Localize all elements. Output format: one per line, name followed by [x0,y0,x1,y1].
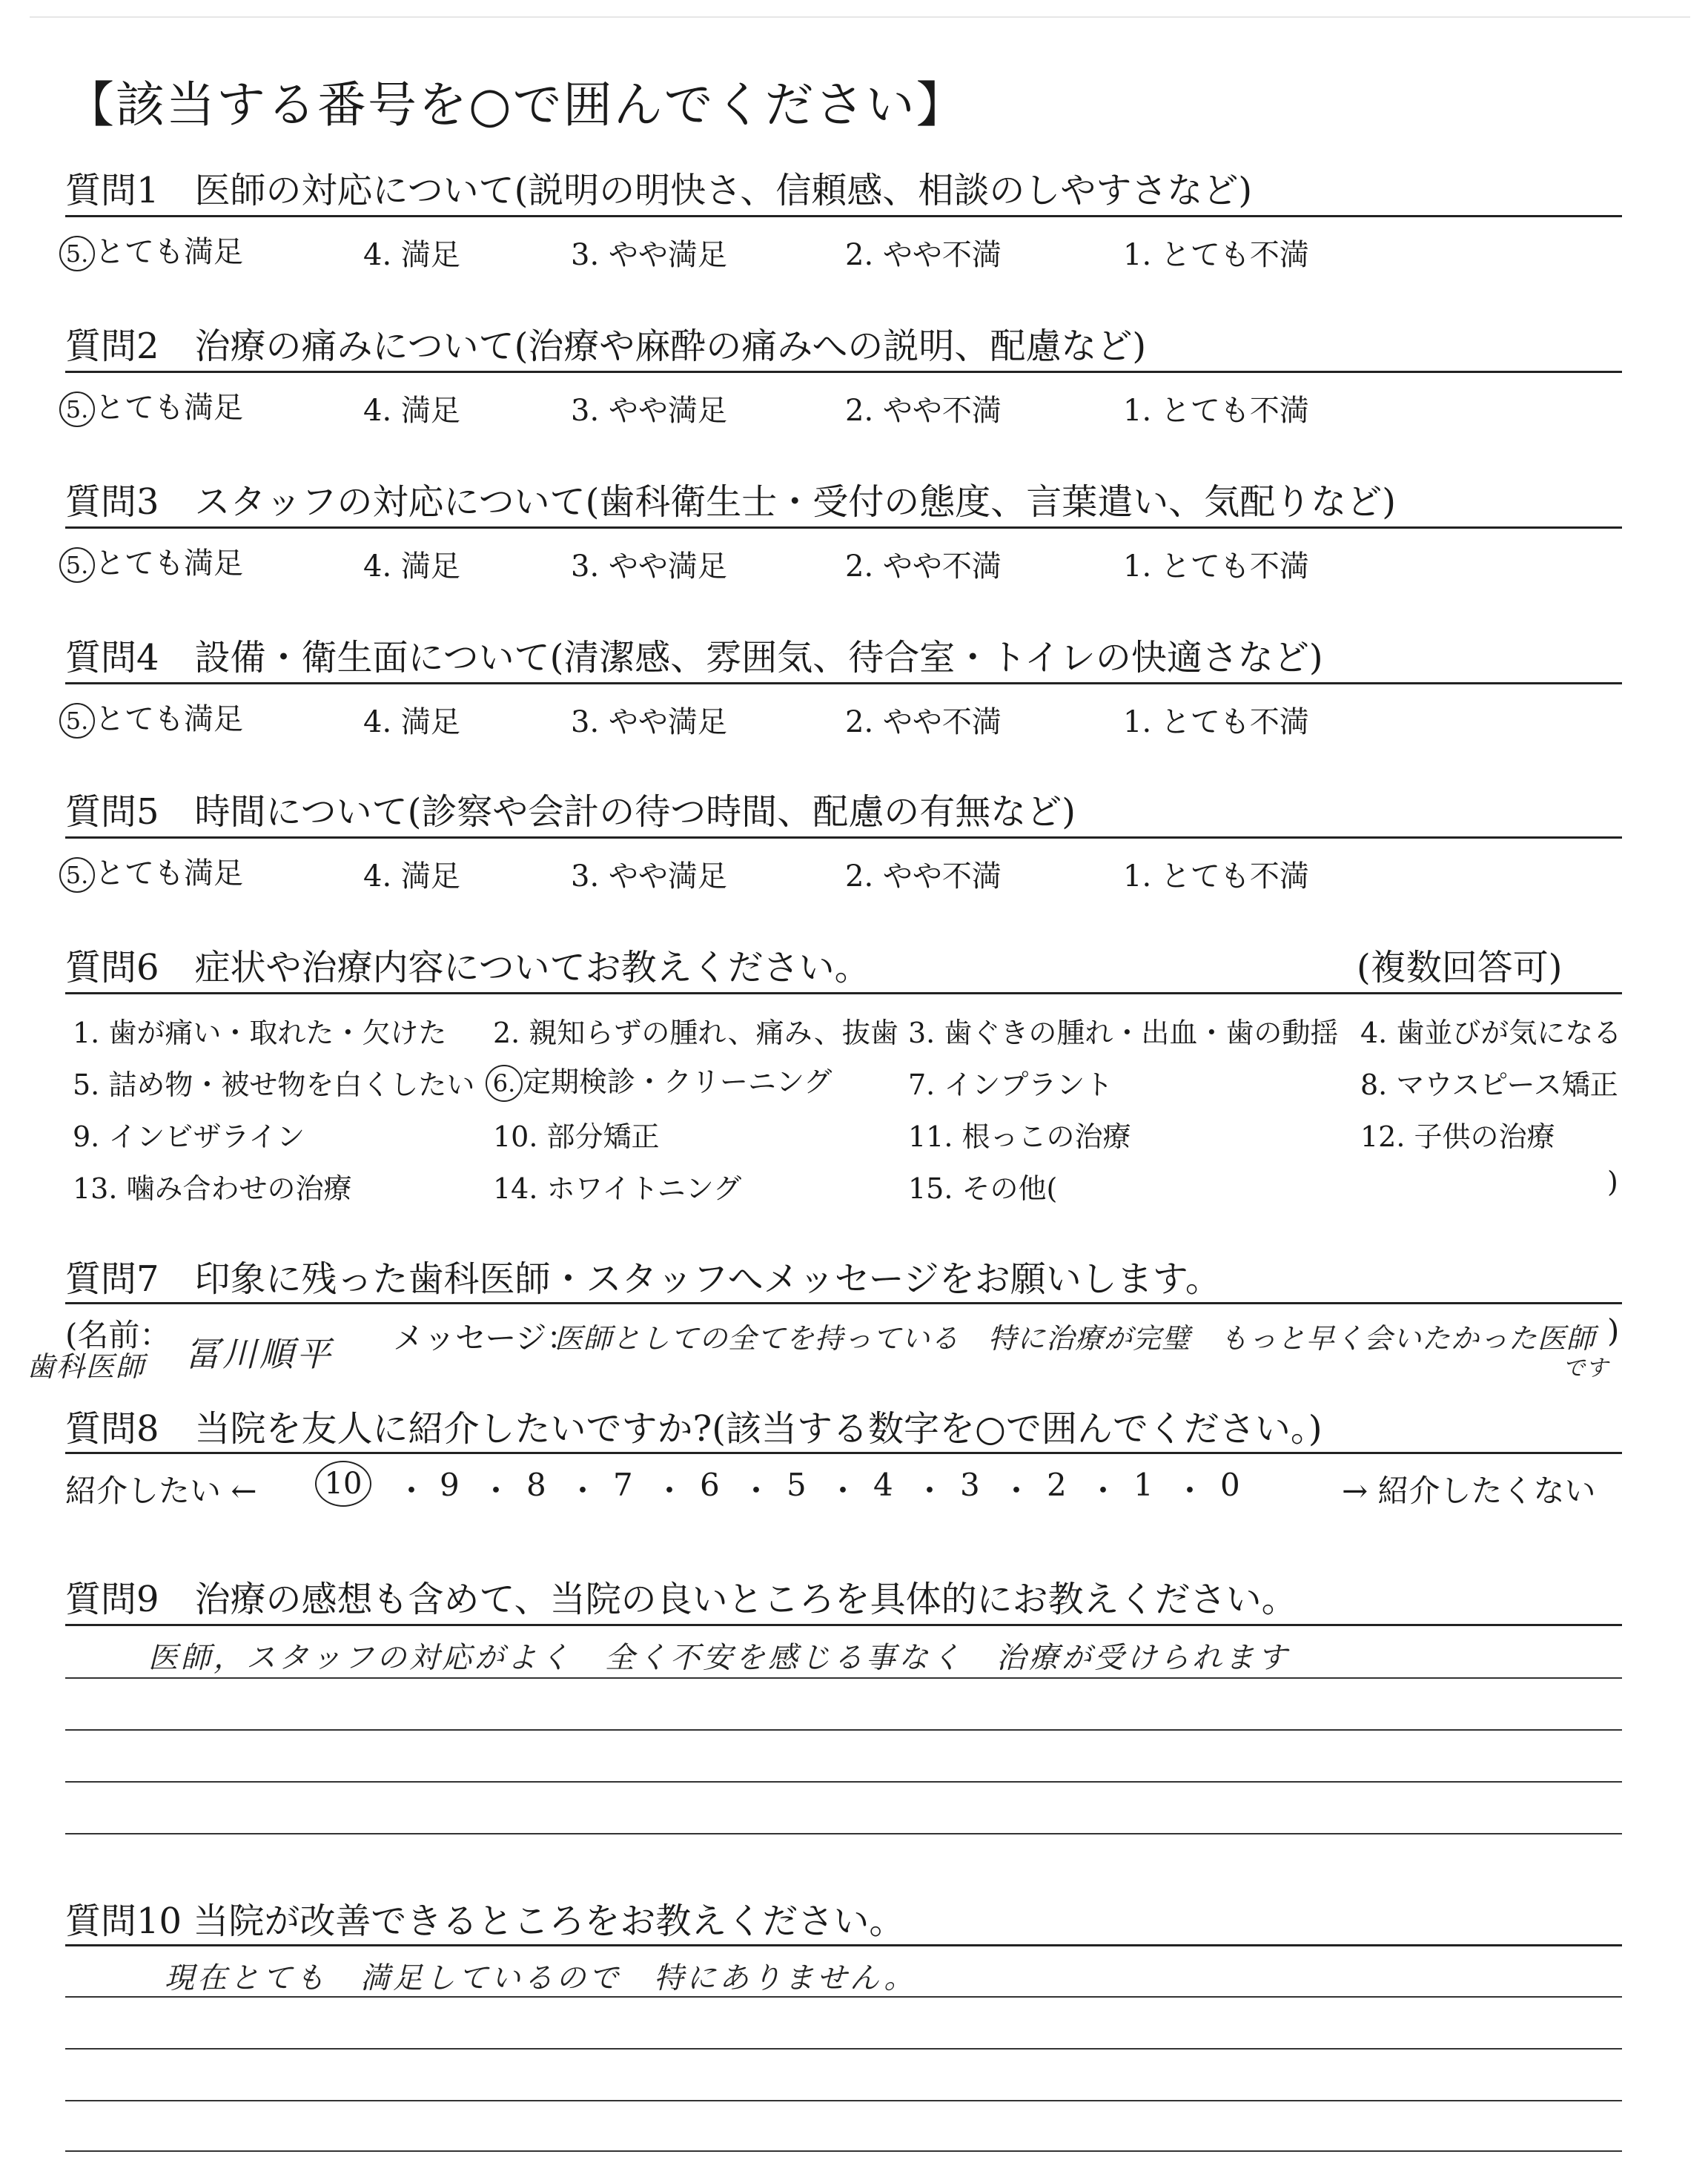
question-7: 質問7 印象に残った歯科医師・スタッフへメッセージをお願いします。 [65,1258,1221,1300]
question-6: 質問6 症状や治療内容についてお教えください。 [65,947,870,988]
answer-circle: 5. [59,547,95,583]
answer-circle: 5. [59,392,95,427]
q8-dot: ・ [827,1473,859,1509]
question-10-rule [65,1944,1622,1946]
q8-score-7[interactable]: 7 [613,1467,633,1503]
question-8-rule [65,1452,1622,1454]
q1-option-1[interactable]: 1. とても不満 [1123,238,1309,272]
question-1: 質問1 医師の対応について(説明の明快さ、信頼感、相談のしやすさなど) [65,170,1253,211]
q8-dot: ・ [1088,1473,1119,1509]
q4-option-3[interactable]: 3. やや満足 [571,705,727,739]
answer-line [65,2100,1622,2101]
q5-option-1[interactable]: 1. とても不満 [1123,859,1309,894]
q5-option-5[interactable]: 5. とても満足 [59,850,243,893]
q2-option-3[interactable]: 3. やや満足 [571,394,727,428]
q8-dot: ・ [1174,1473,1206,1509]
q4-option-4[interactable]: 4. 満足 [363,705,460,739]
q5-option-3[interactable]: 3. やや満足 [571,859,727,894]
q1-option-4[interactable]: 4. 満足 [363,238,460,272]
q3-option-3[interactable]: 3. やや満足 [571,549,727,584]
question-3-rule [65,526,1622,529]
q8-dot: ・ [741,1473,772,1509]
q6-option-11[interactable]: 11. 根っこの治療 [908,1120,1131,1153]
answer-circle: 5. [59,703,95,739]
q6-option-12[interactable]: 12. 子供の治療 [1360,1120,1555,1153]
answer-circle: 5. [59,857,95,893]
q3-option-4[interactable]: 4. 満足 [363,549,460,584]
q8-score-3[interactable]: 3 [960,1467,980,1503]
q3-option-5[interactable]: 5. とても満足 [59,540,243,583]
answer-line [65,1781,1622,1783]
q6-option-10[interactable]: 10. 部分矯正 [493,1120,660,1153]
question-9: 質問9 治療の感想も含めて、当院の良いところを具体的にお教えください。 [65,1579,1297,1620]
q6-option-15-close: ) [1607,1166,1618,1198]
answer-line [65,1996,1622,1998]
question-5-rule [65,836,1622,839]
q5-option-2[interactable]: 2. やや不満 [845,859,1002,894]
q2-option-4[interactable]: 4. 満足 [363,394,460,428]
q8-dot: ・ [914,1473,946,1509]
q6-option-4[interactable]: 4. 歯並びが気になる [1360,1017,1622,1049]
q8-dot: ・ [1001,1473,1033,1509]
question-10: 質問10 当院が改善できるところをお教えください。 [65,1900,905,1942]
q3-option-2[interactable]: 2. やや不満 [845,549,1002,584]
q8-score-0[interactable]: 0 [1220,1467,1240,1503]
q2-option-2[interactable]: 2. やや不満 [845,394,1002,428]
q8-dot: ・ [396,1473,428,1509]
q1-option-3[interactable]: 3. やや満足 [571,238,727,272]
q8-score-2[interactable]: 2 [1047,1467,1067,1503]
question-8: 質問8 当院を友人に紹介したいですか?(該当する数字を○で囲んでください。) [65,1408,1323,1450]
question-2-rule [65,371,1622,373]
question-4-rule [65,682,1622,684]
q4-option-1[interactable]: 1. とても不満 [1123,705,1309,739]
answer-line [65,1677,1622,1679]
q2-option-5[interactable]: 5. とても満足 [59,384,243,427]
q1-option-2[interactable]: 2. やや不満 [845,238,1002,272]
answer-line [65,1729,1622,1731]
question-7-rule [65,1302,1622,1304]
instruction-header: 【該当する番号を○で囲んでください】 [65,76,967,133]
q8-score-9[interactable]: 9 [440,1467,460,1503]
question-6-rule [65,992,1622,994]
q8-score-10[interactable] [315,1461,371,1507]
top-edge-line [30,16,1690,18]
q7-hand-name[interactable]: 冨川順平 [185,1334,334,1374]
q8-score-1[interactable]: 1 [1133,1467,1153,1503]
q7-hand-title: 歯科医師 [27,1350,146,1383]
q6-option-14[interactable]: 14. ホワイトニング [493,1172,742,1205]
q8-dot: ・ [654,1473,686,1509]
q7-name-label: (名前： [65,1317,171,1353]
q8-left-label: 紹介したい ← [65,1473,257,1509]
q8-dot: ・ [480,1473,512,1509]
q2-option-1[interactable]: 1. とても不満 [1123,394,1309,428]
q7-hand-message[interactable]: 医師としての全てを持っている 特に治療が完璧 もっと早く会いたかった医師 [555,1322,1596,1355]
q8-score-8[interactable]: 8 [526,1467,546,1503]
question-4: 質問4 設備・衛生面について(清潔感、雰囲気、待合室・トイレの快適さなど) [65,637,1323,678]
q6-option-5[interactable]: 5. 詰め物・被せ物を白くしたい [73,1069,475,1101]
q3-option-1[interactable]: 1. とても不満 [1123,549,1309,584]
q1-option-5[interactable]: 5. とても満足 [59,228,243,271]
q6-option-7[interactable]: 7. インプラント [908,1069,1113,1101]
q6-option-15[interactable]: 15. その他( [908,1172,1058,1205]
answer-circle: 10 [315,1461,371,1507]
q7-close-paren: ) [1607,1312,1620,1349]
answer-circle: 5. [59,236,95,271]
q9-answer[interactable]: 医師，スタッフの対応がよく 全く不安を感じる事なく 治療が受けられます [148,1641,1290,1675]
q6-option-1[interactable]: 1. 歯が痛い・取れた・欠けた [73,1017,447,1049]
q6-option-13[interactable]: 13. 噛み合わせの治療 [73,1172,352,1205]
question-9-rule [65,1624,1622,1626]
answer-circle: 6. [486,1065,523,1102]
q8-right-label: → 紹介したくない [1342,1473,1596,1509]
q8-score-5[interactable]: 5 [787,1467,807,1503]
question-6-note: (複数回答可) [1357,947,1563,988]
question-1-rule [65,215,1622,217]
q8-dot: ・ [567,1473,599,1509]
answer-line [65,1833,1622,1834]
q7-hand-suffix: です [1563,1355,1609,1381]
question-5: 質問5 時間について(診察や会計の待つ時間、配慮の有無など) [65,791,1076,833]
question-3: 質問3 スタッフの対応について(歯科衛生士・受付の態度、言葉遣い、気配りなど) [65,481,1397,523]
q5-option-4[interactable]: 4. 満足 [363,859,460,894]
q10-answer[interactable]: 現在とても 満足しているので 特にありません。 [165,1961,917,1995]
q6-option-2[interactable]: 2. 親知らずの腫れ、痛み、抜歯 [493,1017,898,1049]
answer-line [65,2150,1622,2152]
q4-option-2[interactable]: 2. やや不満 [845,705,1002,739]
question-2: 質問2 治療の痛みについて(治療や麻酔の痛みへの説明、配慮など) [65,326,1147,367]
q6-option-6[interactable]: 6. 定期検診・クリーニング [486,1059,832,1102]
q6-option-9[interactable]: 9. インビザライン [73,1120,305,1153]
q6-option-3[interactable]: 3. 歯ぐきの腫れ・出血・歯の動揺 [908,1017,1339,1049]
answer-line [65,2048,1622,2050]
q7-message-label: メッセージ： [393,1320,578,1356]
q8-score-6[interactable]: 6 [700,1467,720,1503]
q6-option-8[interactable]: 8. マウスピース矯正 [1360,1069,1618,1101]
q8-score-4[interactable]: 4 [873,1467,893,1503]
q4-option-5[interactable]: 5. とても満足 [59,696,243,739]
